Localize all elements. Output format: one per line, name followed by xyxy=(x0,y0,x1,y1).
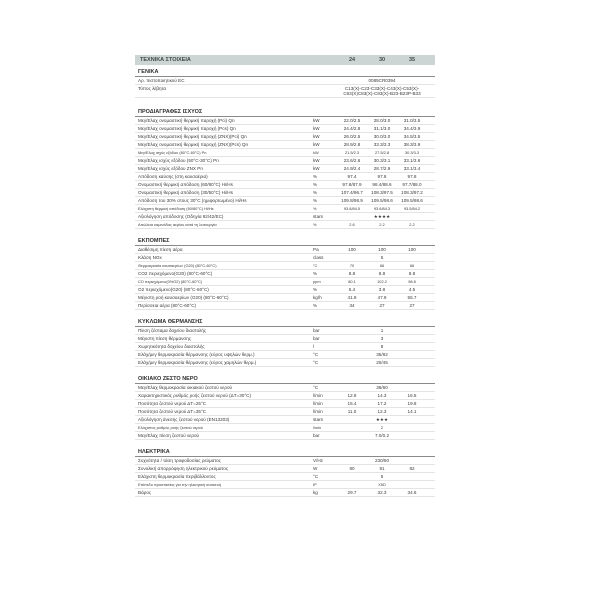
row-unit: Pa xyxy=(313,247,319,252)
row-value-shared: X5D xyxy=(378,482,386,487)
row-value-col-3: 97.7/88.0 xyxy=(402,182,422,187)
section-title: ΓΕΝΙΚΑ xyxy=(135,68,435,77)
table-row xyxy=(135,133,435,141)
row-value-col-1: 8.8 xyxy=(348,271,356,276)
table-row xyxy=(135,85,435,98)
row-value-col-1: 23.6/2.6 xyxy=(343,158,361,163)
row-unit: kW xyxy=(313,166,320,171)
row-value-line-1: C13(X)-C23-C33(X)-C43(X)-C53(X)- xyxy=(344,86,420,91)
row-unit: % xyxy=(313,303,318,308)
spec-section xyxy=(135,318,435,367)
table-row xyxy=(135,262,435,270)
row-unit: V/Hz xyxy=(313,458,323,463)
row-label: Μέγιστη ροή καυσαερίων (G20) (80°C-60°C) xyxy=(138,295,229,300)
table-header xyxy=(135,55,435,65)
row-value-col-2: 8.8 xyxy=(378,271,386,276)
row-value-col-1: 24.4/2.8 xyxy=(343,126,361,131)
table-row xyxy=(135,141,435,149)
row-label: Επίπεδο προστασίας για την ηλεκτρική συσκευή xyxy=(138,482,221,487)
table-row xyxy=(135,278,435,286)
table-row xyxy=(135,424,435,432)
row-value-col-1: 2.6 xyxy=(349,222,355,227)
row-value-col-1: 80.1 xyxy=(348,279,356,284)
row-value-col-3: 30.3/3.3 xyxy=(404,150,420,155)
row-value-col-3: 38.3/3.9 xyxy=(403,142,421,147)
row-label: Ελάχιστη θερμοκρασία περιβάλλοντος xyxy=(138,474,216,479)
row-value-col-2: 66 xyxy=(379,263,385,268)
row-label: Ελάχιστη θερμική απόδοση (60/80°C) Hi/Hs xyxy=(138,206,214,211)
row-value-col-1: 29.7 xyxy=(347,490,357,495)
row-value-col-3: 55.7 xyxy=(407,295,417,300)
row-label: Απόδοση καύσης (στη καυσαέρια) xyxy=(138,174,208,179)
table-row xyxy=(135,432,435,440)
row-value-col-3: 98.8 xyxy=(408,279,416,284)
row-label: Απόδοση του 30% στους 30°C (ημιφορτωμένο) Hi/Hs xyxy=(138,198,247,203)
row-label: Μεγ/Ελαχ ονομαστική θερμική παροχή (ΖΝΧ)(Pcs) Qn xyxy=(138,142,249,147)
row-label: Μεγ/Ελαχ πίεση ζεστού νερού xyxy=(138,433,200,438)
row-unit: °C xyxy=(313,474,319,479)
row-label: Μεγ/Ελαχ θερμοκρασία οικιακού ζεστού νερού xyxy=(138,385,233,390)
row-value-col-3: 34.6 xyxy=(407,490,417,495)
table-row xyxy=(135,270,435,278)
row-value-shared: 7.0/0.2 xyxy=(374,433,390,438)
row-label: Μεγ/Ελαχ ισχύς εξόδου (50°C-30°C) Pn xyxy=(138,158,219,163)
row-unit: kg/h xyxy=(313,295,322,300)
table-row xyxy=(135,489,435,497)
row-label: Μεγ/Ελαχ ονομαστική θερμική παροχή (ΖΝΧ)(Pci) Qn xyxy=(138,134,247,139)
row-value-col-3: 108.3/97.2 xyxy=(401,190,423,195)
row-value-shared: 5 xyxy=(380,474,384,479)
row-value-col-2: 12.3 xyxy=(377,409,387,414)
row-unit: % xyxy=(313,206,317,211)
row-value-shared: 1 xyxy=(380,328,384,333)
table-row xyxy=(135,294,435,302)
row-label: Ελάχ/μεγ θερμοκρασία θέρμανσης (εύρος υψηλών θερμ.) xyxy=(138,352,255,357)
table-row xyxy=(135,197,435,205)
row-value-col-2: 17.2 xyxy=(377,401,387,406)
row-unit: kW xyxy=(313,142,320,147)
row-value xyxy=(337,85,427,97)
table-row xyxy=(135,457,435,465)
table-row xyxy=(135,351,435,359)
row-value-shared: 230/50 xyxy=(374,458,390,463)
row-value-col-2: 3.8 xyxy=(378,287,386,292)
row-value-col-3: 27 xyxy=(409,303,415,308)
row-value-col-2: 98.4/88.6 xyxy=(372,182,392,187)
section-title: ΗΛΕΚΤΡΙΚΑ xyxy=(135,448,435,457)
table-row xyxy=(135,181,435,189)
row-value-col-2: 47.9 xyxy=(377,295,387,300)
row-value-col-3: 2.2 xyxy=(409,222,415,227)
row-value-shared: 8 xyxy=(380,344,384,349)
row-value-col-2: 32.3 xyxy=(377,490,387,495)
row-value-col-2: 31.1/3.0 xyxy=(373,126,391,131)
table-row xyxy=(135,205,435,213)
row-value-col-2: 30.0/3.0 xyxy=(373,134,391,139)
row-value-col-1: 107.4/96.7 xyxy=(341,190,363,195)
table-row xyxy=(135,327,435,335)
row-value-col-3: 100 xyxy=(408,247,416,252)
row-unit: °C xyxy=(313,360,319,365)
row-value-col-3: 19.8 xyxy=(407,401,417,406)
row-value-col-1: 41.9 xyxy=(347,295,357,300)
spec-section xyxy=(135,375,435,440)
row-value-col-2: 33.3/3.3 xyxy=(373,142,391,147)
section-title: ΚΥΚΛΩΜΑ ΘΕΡΜΑΝΣΗΣ xyxy=(135,318,435,327)
table-row xyxy=(135,343,435,351)
technical-data-sheet xyxy=(135,55,435,497)
row-value-col-1: 34 xyxy=(349,303,355,308)
table-row xyxy=(135,465,435,473)
header-col-1: 24 xyxy=(348,57,356,63)
row-value-col-1: 70 xyxy=(349,263,355,268)
table-row xyxy=(135,117,435,125)
row-value-col-3: 93.5/84.2 xyxy=(403,206,421,211)
row-value-col-2: 30.3/3.1 xyxy=(373,158,391,163)
table-row xyxy=(135,125,435,133)
row-label: Αξιολόγηση άνεσης ζεστού νερού (EN13203) xyxy=(138,417,230,422)
table-row xyxy=(135,473,435,481)
row-unit: l/min xyxy=(313,401,323,406)
section-title: ΕΚΠΟΜΠΕΣ xyxy=(135,237,435,246)
row-value-col-1: 109.8/98.9 xyxy=(341,198,363,203)
table-row xyxy=(135,481,435,489)
row-value-col-1: 97.4 xyxy=(347,174,357,179)
row-value-col-1: 12.8 xyxy=(347,393,357,398)
table-row xyxy=(135,392,435,400)
row-value-col-2: 2.2 xyxy=(379,222,385,227)
table-row xyxy=(135,302,435,310)
row-value-col-1: 5.4 xyxy=(348,287,356,292)
table-row xyxy=(135,189,435,197)
row-value-col-1: 11.0 xyxy=(347,409,357,414)
row-value-col-2: 102.2 xyxy=(377,279,387,284)
row-unit: °C xyxy=(313,263,318,268)
row-unit: l xyxy=(313,344,315,349)
row-label: Ποσότητα ζεστού νερού ΔT=25°C xyxy=(138,401,207,406)
row-value-col-1: 80 xyxy=(349,466,355,471)
row-value-col-2: 91 xyxy=(379,466,385,471)
header-col-3: 35 xyxy=(408,57,416,63)
row-unit: l/min xyxy=(313,409,323,414)
row-value-shared: 3 xyxy=(380,336,384,341)
table-row xyxy=(135,335,435,343)
row-label: O2 περιεχόμενο(G20) (80°C-60°C) xyxy=(138,287,209,292)
header-col-2: 30 xyxy=(378,57,386,63)
row-value-col-3: 34.4/3.9 xyxy=(403,126,421,131)
row-label: Μεγ/Ελαχ ισχύς εξόδου ΖΝΧ Pn xyxy=(138,166,203,171)
row-unit: kW xyxy=(313,158,320,163)
table-row xyxy=(135,149,435,157)
section-title: ΟΙΚΙΑΚΟ ΖΕΣΤΟ ΝΕΡΟ xyxy=(135,375,435,384)
row-label: Αξιολόγηση απόδοσης (Οδηγία 92/42/EC) xyxy=(138,214,224,219)
row-unit: kW xyxy=(313,126,320,131)
row-value-col-2: 100 xyxy=(378,247,386,252)
table-row xyxy=(135,359,435,367)
row-unit: % xyxy=(313,222,317,227)
section-general xyxy=(135,68,435,98)
table-row xyxy=(135,400,435,408)
row-value-col-1: 93.8/84.5 xyxy=(343,206,361,211)
row-unit: kW xyxy=(313,134,320,139)
row-unit: % xyxy=(313,198,318,203)
row-value-col-1: 21.5/2.3 xyxy=(344,150,360,155)
row-unit: kW xyxy=(313,150,319,155)
table-row xyxy=(135,157,435,165)
row-label: Ελάχιστος ρυθμός ροής ζεστού νερού xyxy=(138,425,203,430)
row-value-col-2: 27 xyxy=(379,303,385,308)
row-unit: °C xyxy=(313,385,319,390)
row-label: Ονομαστική θερμική απόδοση (60/80°C) Hi/Hs xyxy=(138,182,233,187)
row-value-col-3: 97.8 xyxy=(407,174,417,179)
table-row xyxy=(135,246,435,254)
row-value-col-3: 4.5 xyxy=(408,287,416,292)
row-value-col-3: 82 xyxy=(409,466,415,471)
row-label: Τύπος λέβητα xyxy=(138,86,167,91)
row-label: Θερμοκρασία καυσαερίων (G20) (80°C-60°C) xyxy=(138,263,217,268)
table-row xyxy=(135,77,435,85)
row-value-col-2: 27.5/2.8 xyxy=(374,150,390,155)
row-label: Βάρος xyxy=(138,490,152,495)
row-label: Χωρητικότητα δοχείου διαστολής xyxy=(138,344,205,349)
row-value-shared: 5 xyxy=(380,255,384,260)
section-title: ΠΡΟΔΙΑΓΡΑΦΕΣ ΙΣΧΥΟΣ xyxy=(135,108,435,117)
row-label: CO2 περιεχόμενο(G20) (80°C-60°C) xyxy=(138,271,213,276)
row-label: Ποσότητα ζεστού νερού ΔT=35°C xyxy=(138,409,207,414)
row-value-col-3: 33.1/3.4 xyxy=(403,166,421,171)
row-unit: % xyxy=(313,182,318,187)
row-value-shared: 36/60 xyxy=(376,385,388,390)
table-row xyxy=(135,221,435,229)
table-row xyxy=(135,165,435,173)
row-unit: bar xyxy=(313,336,320,341)
row-label: Ονομαστική θερμική απόδοση (30/50°C) Hi/Hs xyxy=(138,190,233,195)
row-label: Μεγ/Ελαχ ονομαστική θερμική παροχή (Pci) Qn xyxy=(138,118,235,123)
row-unit: bar xyxy=(313,433,320,438)
spec-section xyxy=(135,237,435,310)
row-unit: bar xyxy=(313,328,320,333)
row-value-col-3: 33.1/3.6 xyxy=(403,158,421,163)
row-label: Χαρακτηριστικός ρυθμός ροής ζεστού νερού (ΔT=30°C) xyxy=(138,393,252,398)
row-value-col-1: 15.4 xyxy=(347,401,357,406)
row-value-col-1: 97.8/87.9 xyxy=(342,182,362,187)
row-label: Διαθέσιμη πίεση αέρα xyxy=(138,247,183,252)
table-row xyxy=(135,384,435,392)
row-value-line-2: C63(X)C83(X)-C93(X)-B23-B23P-B33 xyxy=(343,91,421,96)
row-value: 0085CR0394 xyxy=(368,78,396,83)
row-value-shared: 20/45 xyxy=(376,360,388,365)
row-unit: kg xyxy=(313,490,318,495)
table-row xyxy=(135,213,435,221)
row-value-col-3: 109.5/98.6 xyxy=(401,198,423,203)
row-unit: % xyxy=(313,271,318,276)
row-label: CO περιεχόμενο(0%O2) (80°C-60°C) xyxy=(138,279,203,284)
row-value-col-2: 28.7/2.9 xyxy=(373,166,391,171)
row-unit: kW xyxy=(313,118,320,123)
spec-sections xyxy=(135,108,435,497)
row-unit: class xyxy=(313,255,324,260)
table-row xyxy=(135,408,435,416)
row-unit: % xyxy=(313,190,318,195)
row-label: Συχνότητα / τάση τροφοδοσίας ρεύματος xyxy=(138,458,221,463)
header-title: ΤΕΧΝΙΚΑ ΣΤΟΙΧΕΙΑ xyxy=(140,57,191,63)
row-unit: stars xyxy=(313,417,323,422)
row-value-col-1: 26.0/2.5 xyxy=(343,134,361,139)
row-value-col-2: 14.3 xyxy=(377,393,387,398)
row-label: Αρ. πιστοποιητικού EC xyxy=(138,78,185,83)
row-value-col-3: 16.5 xyxy=(407,393,417,398)
table-row xyxy=(135,416,435,424)
row-label: Απώλεια καμινάδας αερίου κατά τη λειτουργία xyxy=(138,222,217,227)
row-label: Μεγ/Ελαχ ονομαστική θερμική παροχή (Pcs) Qn xyxy=(138,126,236,131)
row-label: Ελάχ/μεγ θερμοκρασία θέρμανσης (εύρος χαμηλών θερμ.) xyxy=(138,360,257,365)
table-row xyxy=(135,173,435,181)
row-value-col-1: 24.9/2.4 xyxy=(343,166,361,171)
row-value-shared: ★★★ xyxy=(375,417,389,422)
row-unit: W xyxy=(313,466,318,471)
row-unit: % xyxy=(313,174,318,179)
row-value-col-3: 8.8 xyxy=(408,271,416,276)
row-label: Πίεση ζέσταμα δοχείου διαστολής xyxy=(138,328,207,333)
row-unit: stars xyxy=(313,214,323,219)
row-unit: ppm xyxy=(313,279,321,284)
row-value-shared: 35/82 xyxy=(376,352,388,357)
row-unit: % xyxy=(313,287,318,292)
table-row xyxy=(135,286,435,294)
row-value-shared: 2 xyxy=(380,425,384,430)
table-row xyxy=(135,254,435,262)
row-value-col-2: 108.3/97.5 xyxy=(371,190,393,195)
row-value-col-1: 100 xyxy=(348,247,356,252)
row-label: Συνολική απορρόφηση ηλεκτρικού ρεύματος xyxy=(138,466,229,471)
row-value-col-1: 28.9/2.8 xyxy=(343,142,361,147)
row-value-shared: ★★★★ xyxy=(373,214,391,219)
row-unit: IP xyxy=(313,482,317,487)
row-value-col-2: 28.0/3.0 xyxy=(373,118,391,123)
row-label: Μέγιστη πίεση θέρμανσης xyxy=(138,336,191,341)
row-label: Περίσσεια αέρα (80°C-60°C) xyxy=(138,303,197,308)
row-value-col-3: 34.5/3.5 xyxy=(403,134,421,139)
row-value-col-2: 93.6/84.3 xyxy=(373,206,391,211)
row-unit: l/min xyxy=(313,393,323,398)
spec-section xyxy=(135,448,435,497)
row-value-col-2: 97.8 xyxy=(377,174,387,179)
row-value-col-3: 66 xyxy=(409,263,415,268)
row-label: Κλάση NOx xyxy=(138,255,162,260)
row-unit: °C xyxy=(313,352,319,357)
spec-section xyxy=(135,108,435,229)
row-value-col-2: 109.5/98.6 xyxy=(371,198,393,203)
row-label: Μεγ/Ελαχ ισχύς εξόδου (80°C-60°C) Pn xyxy=(138,150,207,155)
row-unit: l/min xyxy=(313,425,322,430)
row-value-col-3: 14.1 xyxy=(407,409,417,414)
row-value-col-1: 22.0/2.5 xyxy=(343,118,361,123)
row-value-col-3: 31.0/3.5 xyxy=(403,118,421,123)
